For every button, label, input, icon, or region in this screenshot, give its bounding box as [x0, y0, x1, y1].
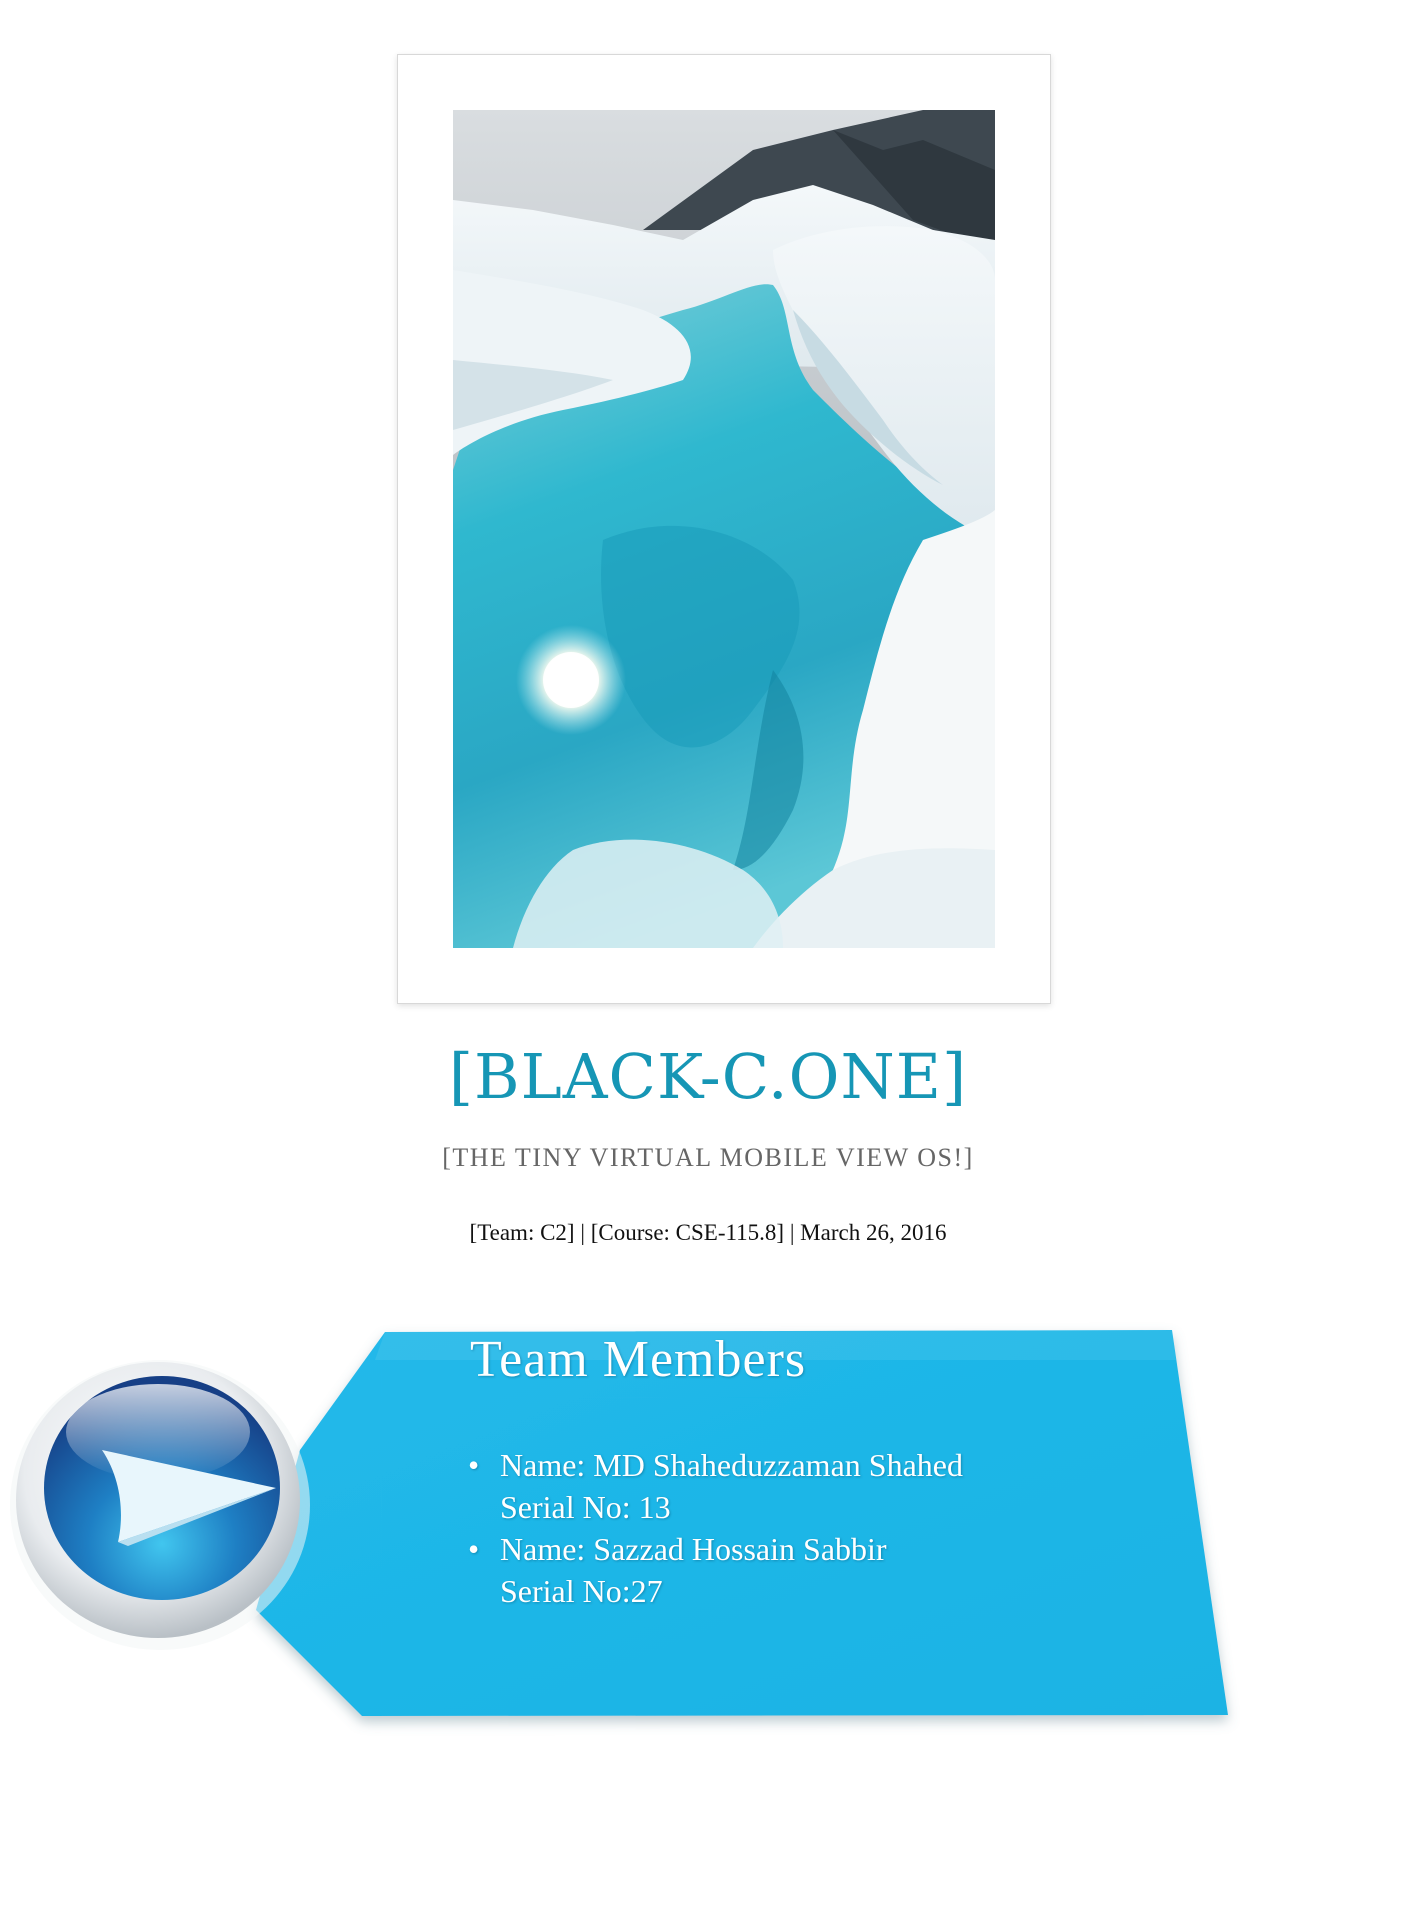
- team-label: [Team: C2]: [469, 1220, 575, 1245]
- glacier-illustration: [453, 110, 995, 948]
- member-name: Name: MD Shaheduzzaman Shahed: [500, 1447, 963, 1483]
- member-serial: Serial No:27: [500, 1573, 663, 1609]
- team-members-heading: Team Members: [470, 1331, 807, 1388]
- cover-photo-frame: [397, 54, 1051, 1004]
- course-label: [Course: CSE-115.8]: [590, 1220, 785, 1245]
- document-meta: [0, 1220, 1416, 1246]
- meta-separator: |: [580, 1220, 585, 1245]
- meta-separator: |: [789, 1220, 795, 1245]
- document-title: [BLACK-C.ONE]: [448, 1040, 968, 1113]
- member-serial: Serial No: 13: [500, 1489, 671, 1525]
- date-label: March 26, 2016: [800, 1220, 947, 1245]
- document-subtitle: [THE TINY VIRTUAL MOBILE VIEW OS!]: [442, 1143, 974, 1172]
- bullet: •: [468, 1447, 480, 1483]
- bullet: •: [468, 1531, 480, 1567]
- play-arrow-icon: [10, 1360, 310, 1650]
- glacier-photo: [453, 110, 995, 948]
- list-item: [462, 1528, 1162, 1612]
- member-name: Name: Sazzad Hossain Sabbir: [500, 1531, 887, 1567]
- list-item: [462, 1444, 1162, 1528]
- team-members-list: [462, 1444, 1162, 1612]
